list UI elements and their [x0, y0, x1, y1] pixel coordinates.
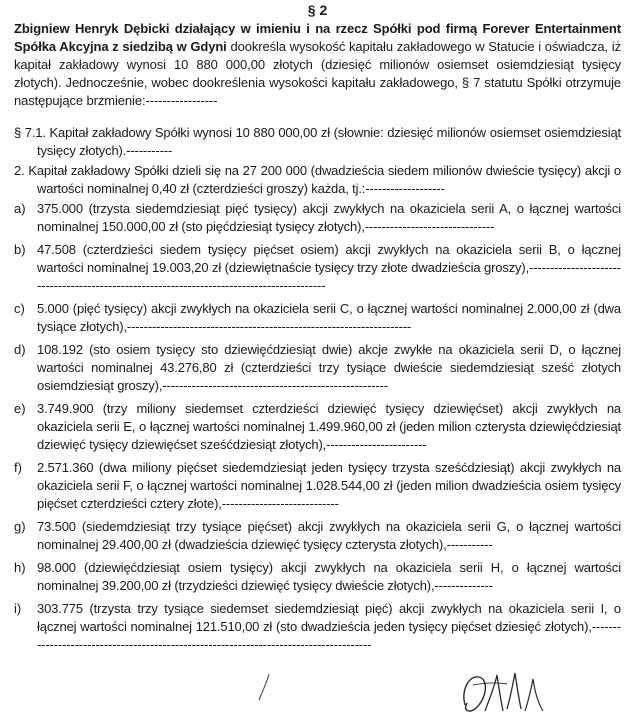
list-item-g	[14, 518, 621, 554]
paragraph-7-2: 2. Kapitał zakładowy Spółki dzieli się na 27 200 000 (dwadzieścia siedem milionów dwieście tysięcy) akcji o wartości nominalnej 0,40 zł (czterdzieści groszy) każda, tj.:-------------------	[14, 163, 621, 196]
list-marker: i)	[14, 601, 22, 616]
list-marker: g)	[14, 519, 26, 534]
pen-mark	[255, 672, 275, 702]
spacer	[14, 110, 621, 124]
intro-text: dookreśla wysokość kapitału zakładowego w Statucie i oświadcza, iż kapitał zakładowy wynosi 10 880 000,00 złotych (dziesięć milionów osiemset osiemdziesiąt tysięcy złotych). Jednocześnie, wobec dookreślenia wysokości kapitału zakładowego, § 7 statutu Spółki otrzymuje następujące brzmienie:-----------------	[14, 39, 621, 108]
list-marker: c)	[14, 301, 25, 316]
list-item-text: 3.749.900 (trzy miliony siedemset czterdzieści dziewięć tysięcy dziewięćset) akcji zwykłych na okaziciela serii E, o łącznej wartości nominalnej 1.499.960,00 zł (jeden milion czterysta dziewięćdziesiąt dziewięć tysięcy dziewięćset sześćdziesiąt złotych),------------------------	[37, 401, 621, 452]
list-item-text: 303.775 (trzysta trzy tysiące siedemset siedemdziesiąt pięć) akcji zwykłych na okaziciela serii I, o łącznej wartości nominalnej 121.510,00 zł (sto dwadzieścia jeden tysięcy pięćset dziesięć złotych),---------------------------------------------------------------------------------------	[37, 601, 621, 652]
list-marker: d)	[14, 342, 26, 357]
list-item-b	[14, 241, 621, 295]
list-item-text: 2.571.360 (dwa miliony pięćset siedemdziesiąt jeden tysięcy trzysta sześćdziesiąt) akcji zwykłych na okaziciela serii F, o łącznej wartości nominalnej 1.028.544,00 zł (jeden milion dwadzieścia osiem tysięcy pięćset czterdzieści cztery złote),----------------------------	[37, 460, 621, 511]
list-item-e	[14, 400, 621, 454]
list-item-d	[14, 341, 621, 395]
list-item-text: 98.000 (dziewięćdziesiąt osiem tysięcy) akcji zwykłych na okaziciela serii H, o łącznej wartości nominalnej 39.200,00 zł (trzydzieści dziewięć tysięcy dwieście złotych),--------------	[37, 560, 621, 593]
list-item-f	[14, 459, 621, 513]
list-marker: e)	[14, 401, 26, 416]
list-marker: h)	[14, 560, 26, 575]
list-marker: f)	[14, 460, 22, 475]
paragraph-7-1: § 7.1. Kapitał zakładowy Spółki wynosi 10 880 000,00 zł (słownie: dziesięć milionów osiemset osiemdziesiąt tysięcy złotych).-----------	[14, 125, 621, 158]
list-marker: b)	[14, 242, 26, 257]
list-marker: a)	[14, 201, 26, 216]
list-item-text: 5.000 (pięć tysięcy) akcji zwykłych na okaziciela serii C, o łącznej wartości nominalnej 2.000,00 zł (dwa tysiące złotych),--------------------------------------------------------------------	[37, 301, 621, 334]
list-item-text: 73.500 (siedemdziesiąt trzy tysiące pięćset) akcji zwykłych na okaziciela serii G, o łącznej wartości nominalnej 29.400,00 zł (dwadzieścia dziewięć tysięcy czterysta złotych),-----------	[37, 519, 621, 552]
section-heading: § 2	[307, 2, 328, 18]
list-item-text: 108.192 (sto osiem tysięcy sto dziewięćdziesiąt dwie) akcje zwykłe na okaziciela serii D, o łącznej wartości nominalnej 43.276,80 zł (czterdzieści trzy tysiące dwieście siedemdziesiąt sześć złotych osiemdziesiąt groszy),------------------------------------------------------	[37, 342, 621, 393]
list-item-text: 375.000 (trzysta siedemdziesiąt pięć tysięcy) akcji zwykłych na okaziciela serii A, o łącznej wartości nominalnej 150.000,00 zł (sto pięćdziesiąt tysięcy złotych),-------------------------------	[37, 201, 621, 234]
list-item-text: 47.508 (czterdzieści siedem tysięcy pięćset osiem) akcji zwykłych na okaziciela serii B, o łącznej wartości nominalnej 19.003,20 zł (dziewiętnaście tysięcy trzy złote dwadzieścia groszy),-------------------------------------------------------------------------------------------	[37, 242, 621, 293]
handwritten-signature	[455, 665, 550, 720]
list-item-c	[14, 300, 621, 336]
list-item-a	[14, 200, 621, 236]
list-item-h	[14, 559, 621, 595]
list-item-i	[14, 600, 621, 654]
intro-paragraph	[14, 20, 621, 110]
intro-bold-text: Zbigniew Henryk Dębicki działający w imieniu i na rzecz Spółki pod firmą Forever Entertainment Spółka Akcyjna z siedzibą w Gdyni	[14, 21, 621, 54]
